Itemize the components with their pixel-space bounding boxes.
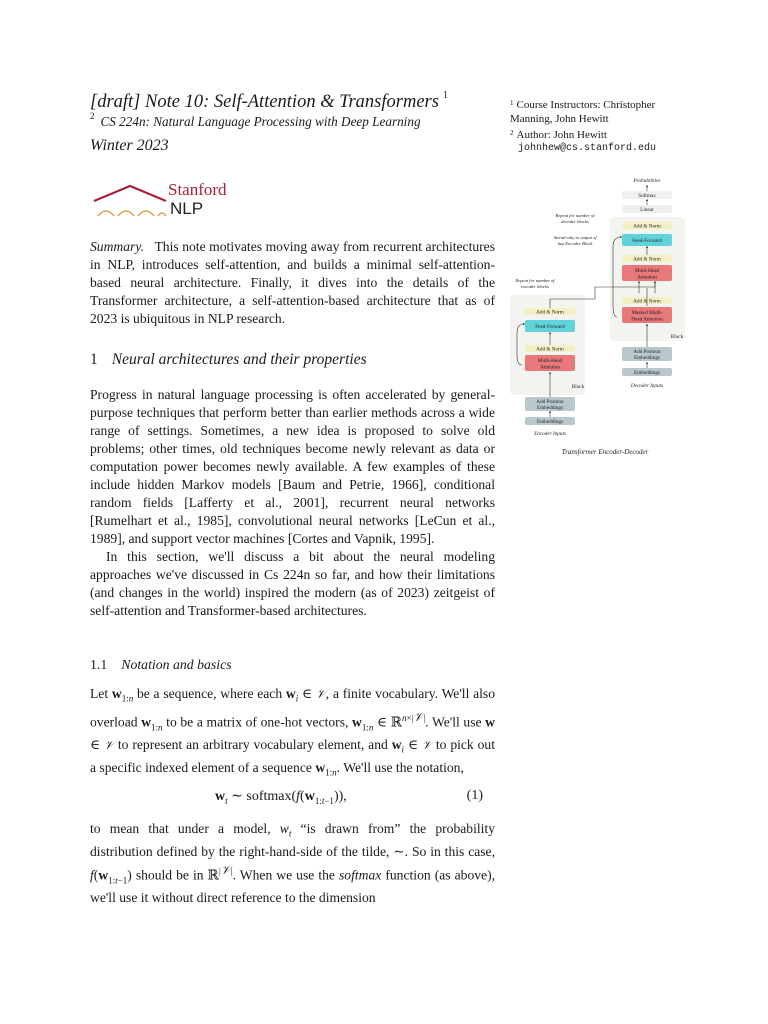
encoder-position-label-2: Embeddings [537, 405, 563, 411]
summary-paragraph [90, 238, 495, 328]
term: Winter 2023 [90, 137, 169, 154]
section-heading: 1 Neural architectures and their properties [90, 351, 367, 368]
repeat-encoder-label-2: encoder blocks [521, 284, 549, 289]
stanford-nlp-logo [92, 180, 242, 222]
decoder-crossattention-label-2: Attention [637, 274, 657, 281]
encoder-addnorm-2-label: Add & Norm [536, 309, 564, 316]
encoder-attention-label-1: Multi-Head [537, 358, 563, 364]
repeat-decoder-label-2: decoder blocks [561, 219, 589, 224]
title-footnote-marker: 1 [442, 90, 448, 101]
decoder-feedforward-label: Feed-Forward [632, 238, 662, 244]
logo-stanford-text: Stanford [168, 180, 227, 199]
decoder-addnorm-1-label: Add & Norm [633, 298, 661, 305]
diagram-caption: Transformer Encoder-Decoder [561, 448, 649, 456]
margin-note-2: $^2$ Author: John Hewitt [510, 129, 607, 141]
decoder-addnorm-2-label: Add & Norm [633, 256, 661, 263]
transformer-diagram [505, 175, 685, 460]
section1-body [90, 386, 495, 620]
encoder-inputs-label: Encoder Inputs [534, 431, 566, 437]
masked-attention-label-1: Masked Multi- [631, 310, 663, 316]
margin-note-1: $^1$ Course Instructors: Christopher Manning, John Hewitt [510, 99, 656, 125]
decoder-position-label-2: Embeddings [634, 355, 660, 361]
course-subtitle: $^2$ CS 224n: Natural Language Processing with Deep Learning [90, 111, 421, 129]
encoder-embeddings-label: Embeddings [537, 419, 563, 425]
margin-notes [510, 96, 680, 156]
logo-roof-arches-icon [92, 180, 168, 220]
section1-paragraph-2: In this section, we'll discuss a bit about the neural modeling approaches we've discussed in Cs 224n so far, and how their limitations (and changes in the world) inspired the modern (as of 2023) zeitgeist of self-attention and Transformer-based architectures. [90, 549, 495, 618]
repeat-encoder-label-1: Repeat for number of [515, 278, 555, 283]
decoder-block-label: Block [670, 334, 684, 340]
notation-paragraph: Let $w_{1:n}$ be a sequence, where each $w_i$ ∈ 𝒱, a finite vocabulary. We'll also overload $w_{1:n}$ to be a matrix of one-hot vectors, $w_{1:n}$ ∈ ℝ$^{n\times|𝒱|}$. We'll use w ∈ 𝒱 to represent an arbitrary vocabulary element, and $w_i$ ∈ 𝒱 to pick out a specific indexed element of a sequence $w_{1:n}$. We'll use the notation, [90, 686, 496, 778]
equation-number: (1) [466, 788, 483, 803]
tilde-paragraph: to mean that under a model, $w_t$ “is drawn from” the probability distribution defined by the right-hand-side of the tilde, ∼. So in this case, $f(w_{1:t-1})$ should be in ℝ$^{|𝒱|}$. When we use the softmax function (as above), we'll use it without direct reference to the dimension [90, 821, 496, 905]
repeat-decoder-label-1: Repeat for number of [555, 213, 595, 218]
subsection-heading: 1.1 Notation and basics [90, 657, 232, 672]
masked-attention-label-2: Head Attention [631, 316, 663, 323]
logo-nlp-text: NLP [170, 199, 204, 218]
decoder-embeddings-label: Embeddings [634, 370, 660, 376]
decoder-addnorm-3-label: Add & Norm [633, 223, 661, 230]
equation-body: $w_t$ ∼ $softmax(f(w_{1:t-1}))$, [215, 789, 347, 806]
encoder-block-label: Block [571, 384, 585, 390]
summary-label: Summary. [90, 239, 144, 254]
encoder-position-label-1: Add Position [536, 399, 564, 405]
summary-text: This note motivates moving away from recurrent architectures in NLP, introduces self-attention, and builds a minimal self-attention-based neural architecture. Finally, it dives into the details of the Transformer architecture, a self-attention-based architecture that as of 2023 is ubiquitous in NLP research. [90, 239, 495, 326]
subtitle-footnote-marker: 2 [90, 111, 95, 121]
decoder-inputs-label: Decoder Inputs [630, 383, 664, 389]
attend-label-1: Attend only to output of [553, 235, 597, 240]
attend-label-2: last Encoder Block [557, 241, 593, 246]
author-email: johnhew@cs.stanford.edu [518, 143, 657, 154]
encoder-attention-label-2: Attention [540, 364, 560, 371]
linear-label: Linear [640, 207, 654, 213]
encoder-addnorm-1-label: Add & Norm [536, 346, 564, 353]
paper-title: [draft] Note 10: Self-Attention & Transformers $^1$ [90, 90, 448, 112]
softmax-label: Softmax [638, 193, 656, 199]
decoder-position-label-1: Add Position [633, 349, 661, 355]
encoder-feedforward-label: Feed-Forward [535, 324, 565, 330]
decoder-crossattention-label-1: Multi-Head [634, 268, 660, 274]
probabilities-label: Probabilities [633, 178, 661, 184]
section1-paragraph-1: Progress in natural language processing is often accelerated by general-purpose techniques that perform better than earlier methods across a wide range of settings. Sometimes, a new idea is proposed to solve old problems; other times, old techniques become newly relevant as data or computation power becomes newly available. A few examples of these include hidden Markov models [Baum and Petrie, 1966], conditional random fields [Lafferty et al., 2001], recurrent neural networks [Rumelhart et al., 1985], convolutional neural networks [LeCun et al., 1989], and support vector machines [Cortes and Vapnik, 1995]. [90, 387, 495, 546]
